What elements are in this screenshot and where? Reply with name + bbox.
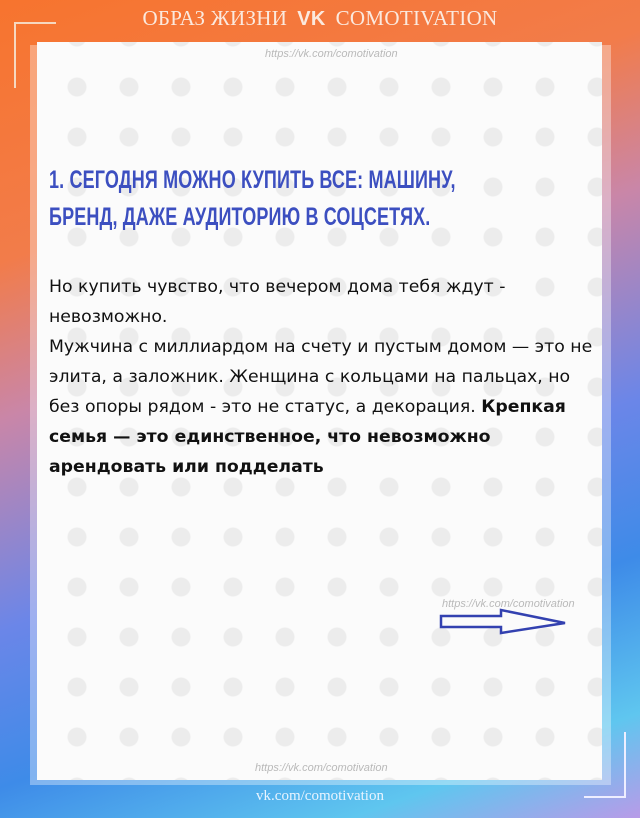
footer-link: vk.com/comotivation <box>256 788 384 804</box>
content-card <box>37 42 602 780</box>
brand-name: ОБРАЗ ЖИЗНИ <box>142 6 288 30</box>
paragraph: Но купить чувство, что вечером дома тебя ждут - невозможно. <box>49 277 506 327</box>
brand-group: COMOTIVATION <box>335 6 498 30</box>
watermark-url: https://vk.com/comotivation <box>265 48 398 60</box>
watermark-url: https://vk.com/comotivation <box>255 762 388 774</box>
paragraph: Мужчина с миллиардом на счету и пустым домом — это не элита, а заложник. Женщина с кольцами на пальцах, но без опоры рядом - это не статус, а декорация. <box>49 337 593 417</box>
body-text <box>49 272 594 482</box>
arrow-right-icon <box>439 608 569 636</box>
page-title: 1. СЕГОДНЯ МОЖНО КУПИТЬ ВСЕ: МАШИНУ, БРЕНД, ДАЖЕ АУДИТОРИЮ В СОЦСЕТЯХ. <box>49 166 456 231</box>
brand-header <box>0 6 640 31</box>
bold-conclusion: Крепкая семья — это единственное, что невозможно арендовать или подделать <box>49 397 566 477</box>
watermark-url: https://vk.com/comotivation <box>442 598 575 610</box>
vk-logo-icon: VK <box>297 8 326 30</box>
